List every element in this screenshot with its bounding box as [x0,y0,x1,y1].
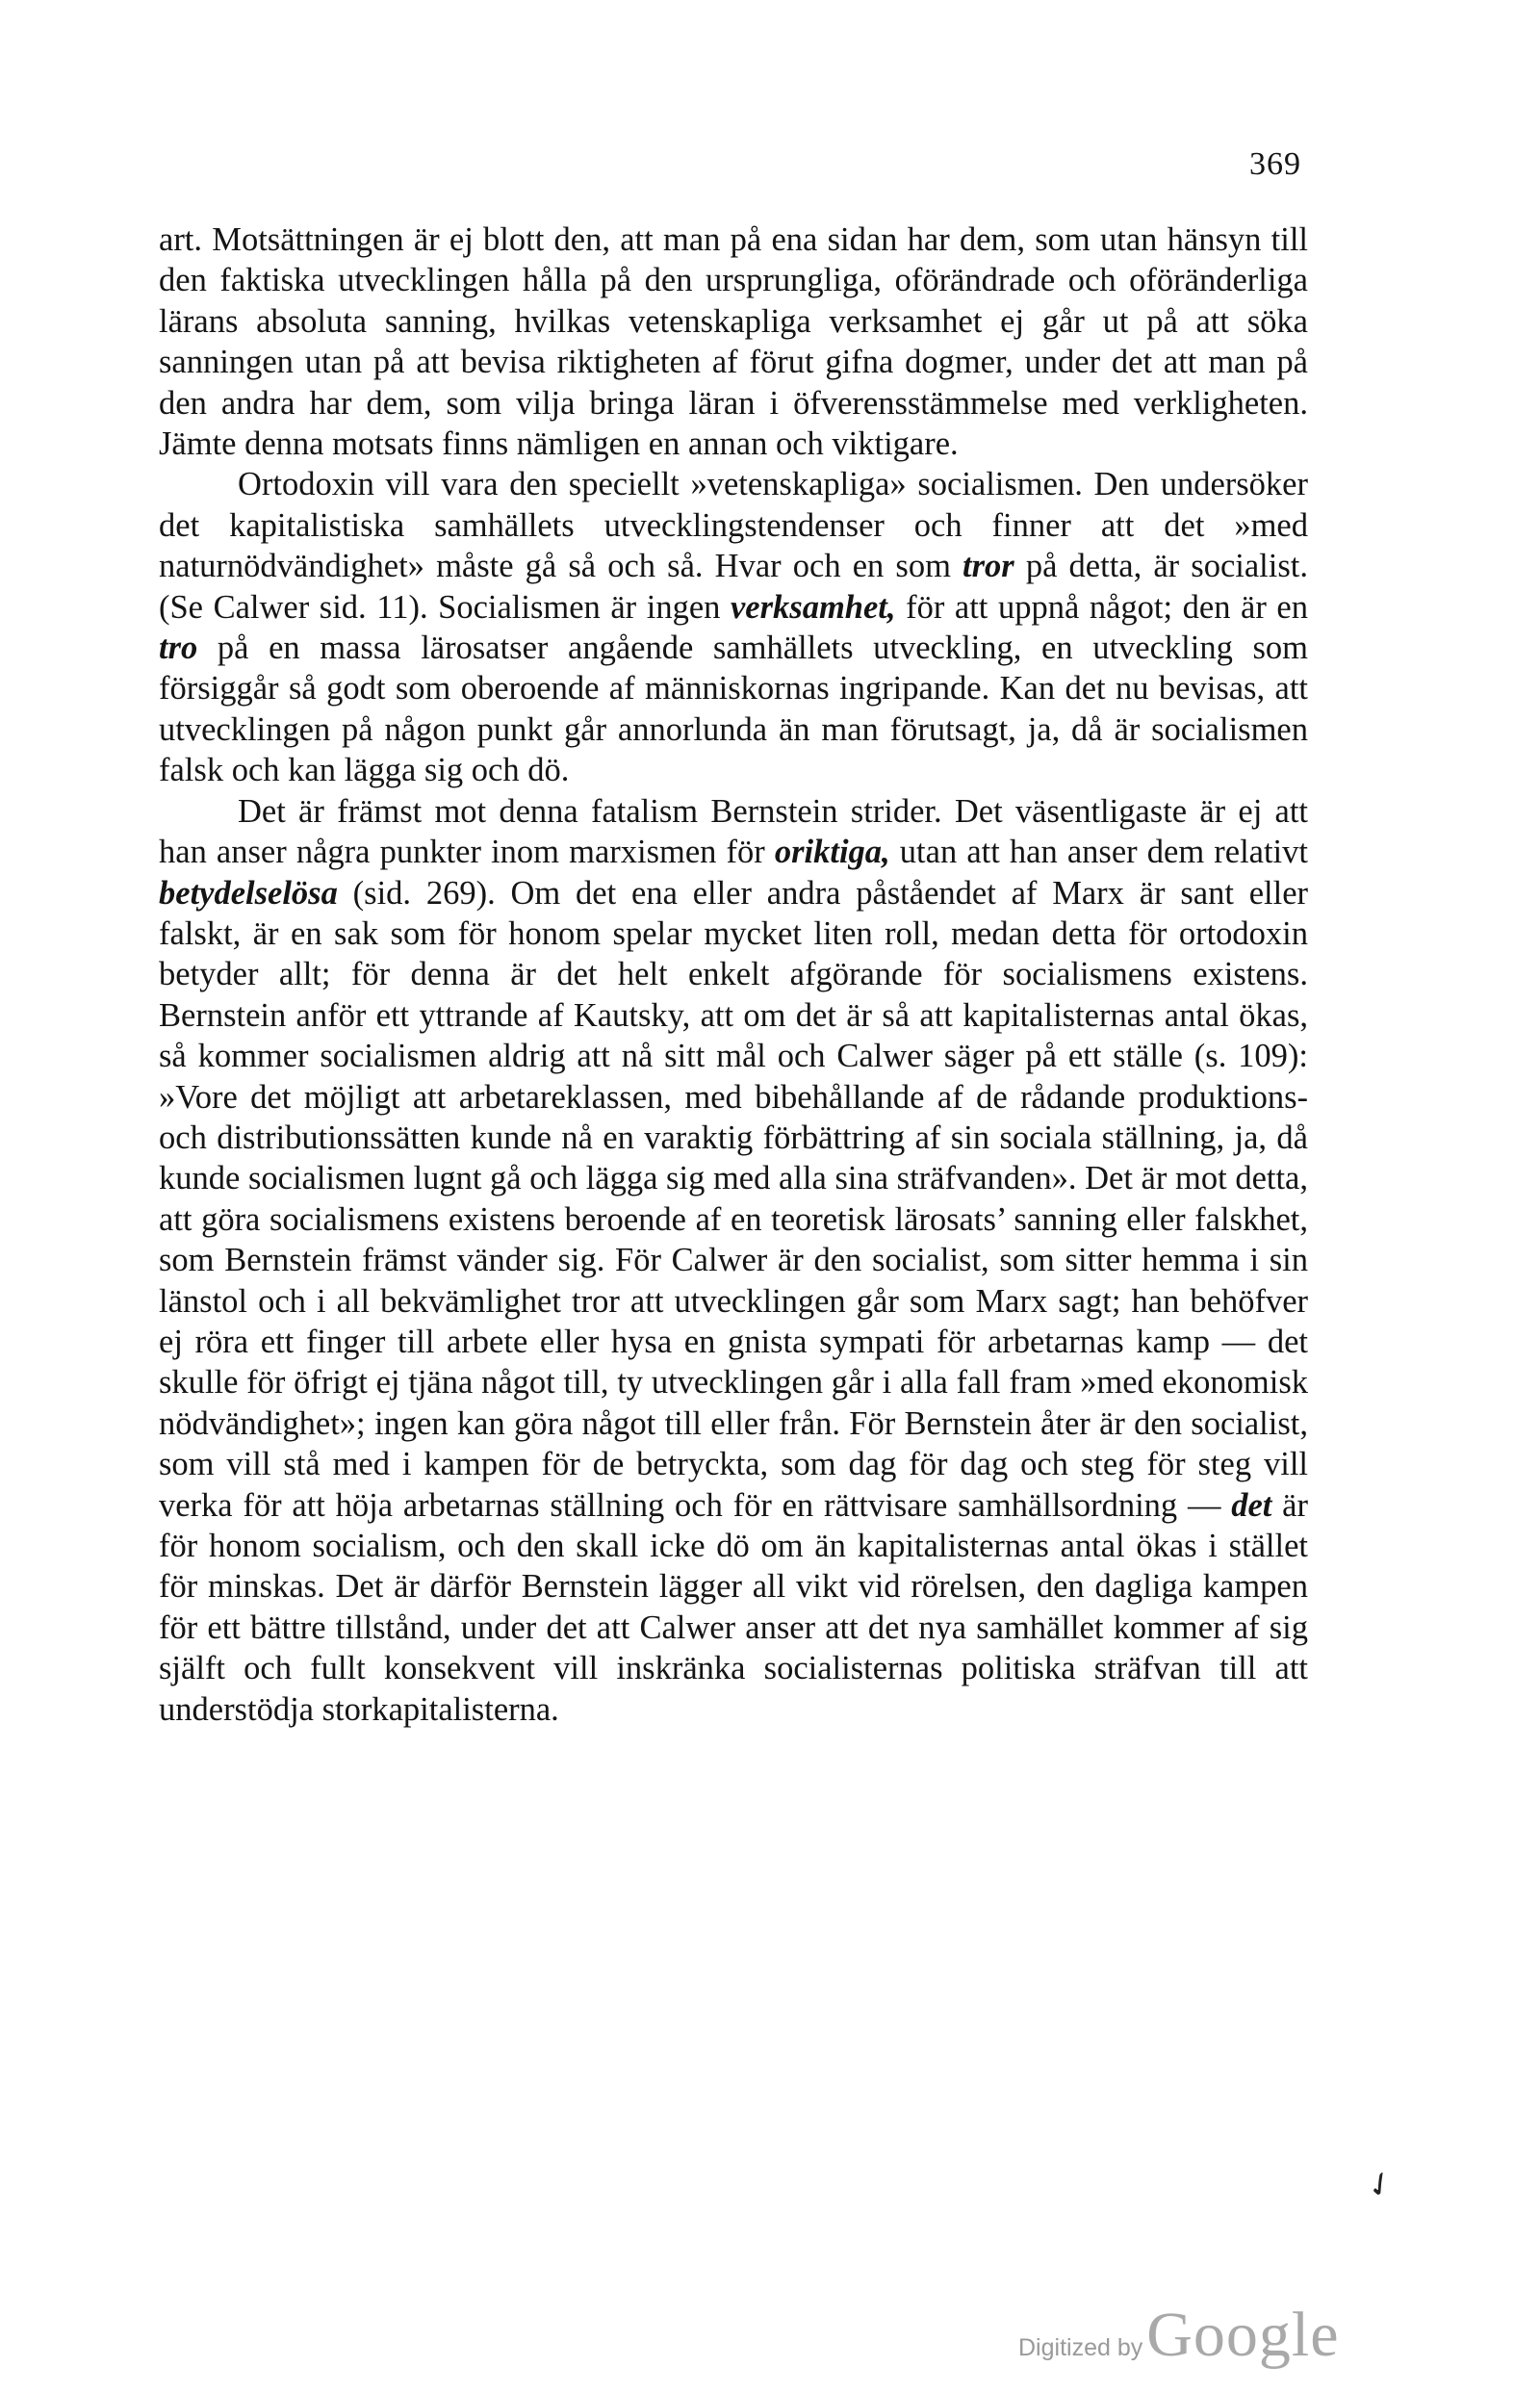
digitized-by-google-watermark [1018,2299,1340,2372]
text-run: Det är främst mot denna fatalism Bernstein strider. Det väsentligaste är ej att han anser några punkter inom marxismen för [159,792,1308,871]
text-run: Ortodoxin vill vara den speciellt »vetenskapliga» socialismen. Den undersöker det kapitalistiska samhällets utvecklingstendenser och finner att det »med naturnödvändighet» måste gå så och så. Hvar och en som [159,466,1308,585]
text-run: (sid. 269). Om det ena eller andra påståendet af Marx är sant eller falskt, är en sak som för honom spelar mycket liten roll, medan detta för ortodoxin betyder allt; för denna är det helt enkelt afgörande för socialismens existens. Bernstein anför ett yttrande af Kautsky, att om det är så att kapitalisternas antal ökas, så kommer socialismen aldrig att nå sitt mål och Calwer säger på ett ställe (s. 109): »Vore det möjligt att arbetareklassen, med bibehållande af de rådande produktions- och distributionssätten kunde nå en varaktig förbättring af sin sociala ställning, ja, då kunde socialismen lugnt gå och lägga sig med alla sina sträfvanden». Det är mot detta, att göra socialismens existens beroende af en teoretisk lärosats’ sanning eller falskhet, som Bernstein främst vänder sig. För Calwer är den socialist, som sitter hemma i sin länstol och i all bekvämlighet tror att utvecklingen går som Marx sagt; han behöfver ej röra ett finger till arbete eller hysa en gnista sympati för arbetarnas kamp — det skulle för öfrigt ej tjäna något till, ty utvecklingen går i alla fall fram »med ekonomisk nödvändighet»; ingen kan göra något till eller från. För Bernstein åter är den socialist, som vill stå med i kampen för de betryckta, som dag för dag och steg för steg vill verka för att höja arbetarnas ställning och för en rättvisare samhällsordning — [159,874,1308,1524]
text-run: är för honom socialism, och den skall icke dö om än kapitalisternas antal ökas i stället för minskas. Det är därför Bernstein lägger all vikt vid rörelsen, den dagliga kampen för ett bättre tillstånd, under det att Calwer anser att det nya samhället kommer af sig själft och fullt konsekvent vill inskränka socialisternas politiska sträfvan till att understödja storkapitalisterna. [159,1486,1308,1728]
text-run: på detta, är socialist. (Se Calwer sid. 11). Socialismen är ingen [159,548,1308,626]
paragraph-3 [159,791,1308,1730]
emphasized-word: det [1231,1486,1272,1524]
text-run: för att uppnå något; den är en [895,588,1308,626]
body-text [159,219,1308,1730]
emphasized-word: verksamhet, [730,588,896,626]
page-number: 369 [1249,146,1301,182]
stray-pen-mark: ✓ [1359,2163,1402,2208]
emphasized-word: oriktiga, [774,834,890,871]
paragraph-1 [159,219,1308,464]
text-run: på en massa lärosatser angående samhällets utveckling, en utveckling som försiggår så godt som oberoende af människornas ingripande. Kan det nu bevisas, att utvecklingen på någon punkt går annorlunda än man förutsagt, ja, då är socialismen falsk och kan lägga sig och dö. [159,630,1308,789]
text-run: utan att han anser dem relativt [889,834,1308,871]
text-run: art. Motsättningen är ej blott den, att man på ena sidan har dem, som utan hänsyn till den faktiska utvecklingen hålla på den ursprungliga, oförändrade och oföränderliga lärans absoluta sanning, hvilkas vetenskapliga verksamhet ej går ut på att söka sanningen utan på att bevisa riktigheten af förut gifna dogmer, under det att man på den andra har dem, som vilja bringa läran i öfverensstämmelse med verkligheten. Jämte denna motsats finns nämligen en annan och viktigare. [159,221,1308,463]
watermark-google-logo: Google [1146,2300,1340,2370]
emphasized-word: betydelselösa [159,874,338,912]
emphasized-word: tro [159,630,198,667]
emphasized-word: tror [962,548,1014,585]
paragraph-2 [159,464,1308,790]
watermark-digitized-text: Digitized by [1018,2334,1143,2361]
